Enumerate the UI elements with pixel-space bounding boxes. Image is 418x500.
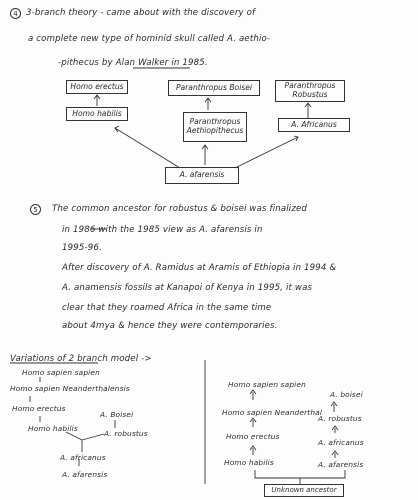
box-unknown-ancestor: Unknown ancestor bbox=[264, 484, 344, 497]
left-homo-erectus: Homo erectus bbox=[12, 404, 66, 413]
right-a-afarensis: A. afarensis bbox=[318, 460, 364, 469]
right-ancestor-bracket bbox=[255, 470, 345, 478]
box-homo-erectus: Homo erectus bbox=[66, 80, 128, 94]
arrow-afarensis-to-habilis bbox=[115, 128, 180, 168]
box-paranthropus-boisei: Paranthropus Boisei bbox=[168, 80, 260, 96]
right-homo-erectus: Homo erectus bbox=[226, 432, 280, 441]
section1-line1: 3-branch theory - came about with the discovery of bbox=[26, 8, 256, 18]
left-homo-sapien-sapien: Homo sapien sapien bbox=[22, 368, 100, 377]
right-a-africanus: A. africanus bbox=[318, 438, 364, 447]
left-homo-sapien-neanderthalensis: Homo sapien Neanderthalensis bbox=[10, 384, 130, 393]
section2-line7: about 4mya & hence they were contemporaries. bbox=[62, 321, 278, 331]
left-a-africanus: A. africanus bbox=[60, 453, 106, 462]
box-homo-habilis: Homo habilis bbox=[66, 107, 128, 121]
box-paranthropus-aethiopithecus: Paranthropus Aethiopithecus bbox=[183, 112, 247, 142]
right-homo-habilis: Homo habilis bbox=[224, 458, 274, 467]
section2-line2: in 1986 with the 1985 view as A. afarensis in bbox=[62, 225, 263, 235]
left-a-boisei: A. Boisei bbox=[100, 410, 134, 419]
section-number-5: 5 bbox=[30, 204, 41, 215]
section2-line4: After discovery of A. Ramidus at Aramis of Ethiopia in 1994 & bbox=[62, 263, 337, 273]
left-a-afarensis: A. afarensis bbox=[62, 470, 108, 479]
section2-line5: A. anamensis fossils at Kanapoi of Kenya in 1995, it was bbox=[62, 283, 313, 293]
right-a-boisei: A. boisei bbox=[330, 390, 363, 399]
left-arrow-to-robustus bbox=[82, 434, 104, 440]
section1-line3: -pithecus by Alan Walker in 1985. bbox=[58, 58, 208, 68]
box-a-africanus: A. Africanus bbox=[278, 118, 350, 132]
left-arrow-to-habilis bbox=[66, 432, 82, 440]
section1-line2: a complete new type of hominid skull called A. aethio- bbox=[28, 34, 271, 44]
section-number-4: 4 bbox=[10, 8, 21, 19]
right-a-robustus: A. robustus bbox=[318, 414, 362, 423]
box-a-afarensis: A. afarensis bbox=[165, 167, 239, 184]
left-homo-habilis: Homo habilis bbox=[28, 424, 78, 433]
box-paranthropus-robustus: Paranthropus Robustus bbox=[275, 80, 345, 102]
right-homo-sapien-sapien: Homo sapien sapien bbox=[228, 380, 306, 389]
section2-line6: clear that they roamed Africa in the same time bbox=[62, 303, 272, 313]
left-a-robustus: A. robustus bbox=[104, 429, 148, 438]
section2-line1: The common ancestor for robustus & boisei was finalized bbox=[52, 204, 308, 214]
right-homo-sapien-neanderthal: Homo sapien Neanderthal bbox=[222, 408, 323, 417]
section2-line3: 1995-96. bbox=[62, 243, 102, 253]
variations-heading: Variations of 2 branch model -> bbox=[10, 354, 152, 364]
